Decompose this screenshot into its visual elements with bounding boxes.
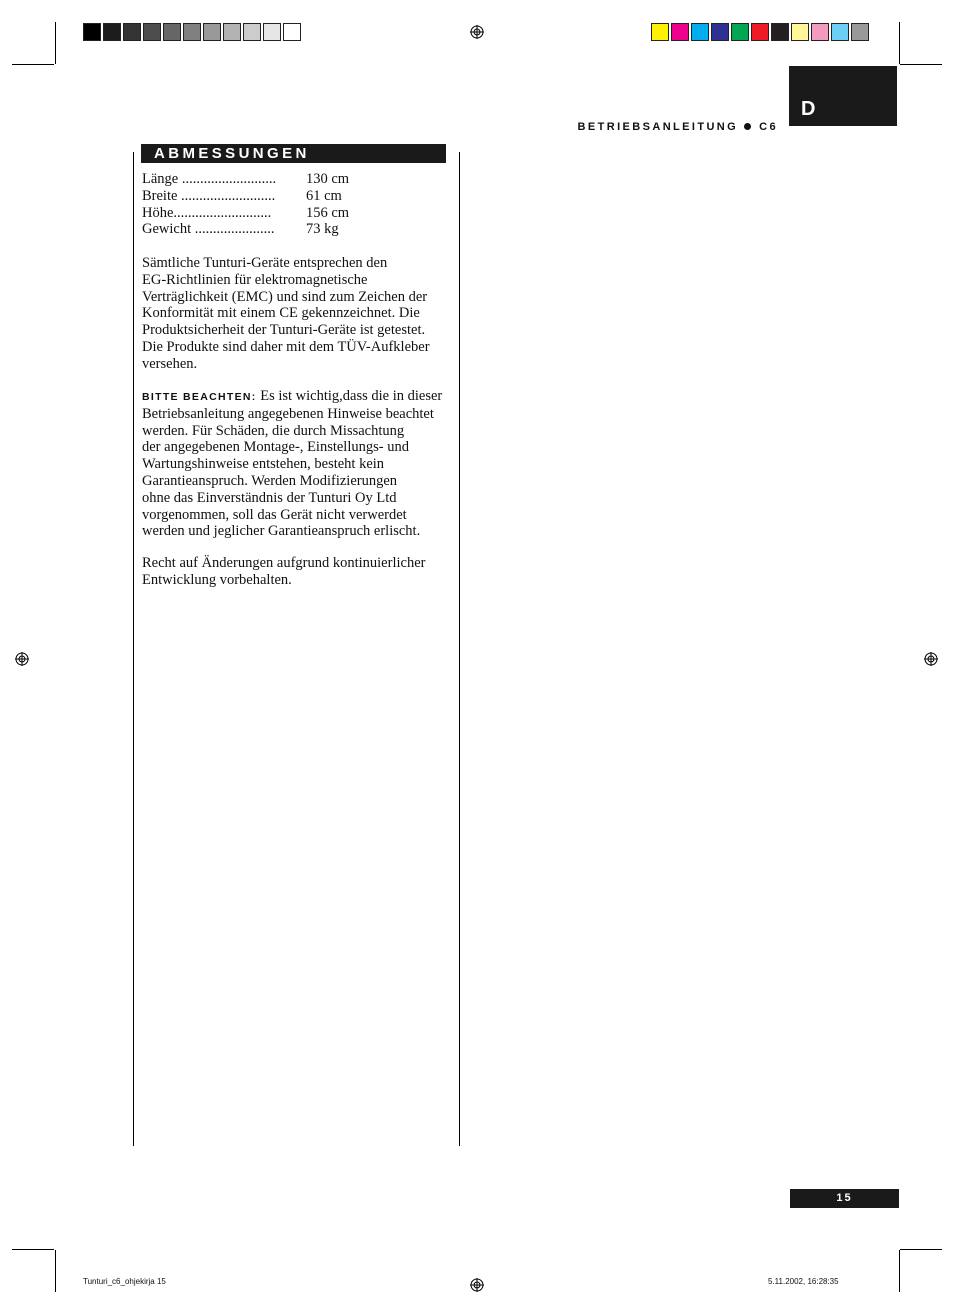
note-label: BITTE BEACHTEN:: [142, 391, 257, 403]
color-swatch: [771, 23, 789, 41]
dimensions-table: [142, 171, 442, 238]
text-line: Betriebsanleitung angegebenen Hinweise beachtet: [142, 405, 434, 422]
spec-label: Länge ..........................: [142, 171, 277, 187]
text-line: Entwicklung vorbehalten.: [142, 571, 292, 588]
crop-mark: [12, 1249, 54, 1250]
text-line: vorgenommen, soll das Gerät nicht verwerdet: [142, 506, 407, 523]
grayscale-color-bar: [83, 23, 303, 41]
text-line: versehen.: [142, 355, 198, 372]
color-swatch: [243, 23, 261, 41]
color-swatch: [203, 23, 221, 41]
crop-mark: [900, 64, 942, 65]
color-swatch: [791, 23, 809, 41]
color-swatch: [183, 23, 201, 41]
text-line: der angegebenen Montage-, Einstellungs- und: [142, 439, 409, 456]
spec-value: 130 cm: [306, 171, 350, 187]
registration-target-icon: [470, 1278, 484, 1292]
registration-target-icon: [470, 25, 484, 39]
spec-value: 156 cm: [306, 204, 350, 221]
color-swatch: [143, 23, 161, 41]
color-swatch: [851, 23, 869, 41]
crop-mark: [55, 22, 56, 64]
spec-label: Breite ..........................: [142, 187, 276, 204]
text-line: werden. Für Schäden, die durch Missachtung: [142, 422, 405, 439]
text-line: Verträglichkeit (EMC) und sind zum Zeichen der: [142, 288, 428, 305]
color-swatch: [263, 23, 281, 41]
table-row: [142, 221, 442, 238]
color-swatch: [283, 23, 301, 41]
text-line: EG-Richtlinien für elektromagnetische: [142, 271, 368, 288]
section-heading: ABMESSUNGEN: [141, 144, 446, 163]
color-swatch: [711, 23, 729, 41]
column-rule-left: [133, 152, 134, 1146]
text-line: Garantieanspruch. Werden Modifizierungen: [142, 472, 398, 489]
text-line: Wartungshinweise entstehen, besteht kein: [142, 456, 385, 473]
text-line: [142, 388, 452, 406]
process-color-bar: [651, 23, 871, 41]
color-swatch: [671, 23, 689, 41]
running-title: BETRIEBSANLEITUNG: [577, 121, 739, 133]
note-paragraph: [142, 388, 452, 540]
running-head: [578, 121, 778, 133]
text-line: Konformität mit einem CE gekennzeichnet. Die: [142, 305, 420, 322]
color-swatch: [123, 23, 141, 41]
page-number: 15: [790, 1189, 899, 1208]
text-line: Die Produkte sind daher mit dem TÜV-Aufkleber: [142, 338, 430, 355]
table-row: [142, 171, 442, 188]
column-rule-middle: [459, 152, 460, 1146]
language-tab-letter: D: [801, 98, 816, 120]
text-line: Recht auf Änderungen aufgrund kontinuierlicher: [142, 555, 426, 571]
spec-value: 61 cm: [306, 187, 342, 204]
text-line: ohne das Einverständnis der Tunturi Oy Ltd: [142, 489, 397, 506]
reservation-paragraph: [142, 555, 452, 589]
registration-target-icon: [15, 652, 29, 666]
spec-label: Höhe...........................: [142, 204, 272, 221]
language-tab: [789, 66, 897, 126]
color-swatch: [751, 23, 769, 41]
crop-mark: [12, 64, 54, 65]
color-swatch: [103, 23, 121, 41]
ce-conformity-paragraph: [142, 255, 452, 373]
bullet-icon: [744, 123, 751, 130]
note-first-line: Es ist wichtig,dass die in dieser: [260, 388, 443, 404]
color-swatch: [811, 23, 829, 41]
table-row: [142, 188, 442, 205]
color-swatch: [163, 23, 181, 41]
table-row: [142, 205, 442, 222]
crop-mark: [55, 1250, 56, 1292]
spec-label: Gewicht ......................: [142, 221, 275, 238]
crop-mark: [900, 1249, 942, 1250]
slug-left: Tunturi_c6_ohjekirja 15: [83, 1277, 166, 1286]
color-swatch: [83, 23, 101, 41]
color-swatch: [731, 23, 749, 41]
registration-target-icon: [924, 652, 938, 666]
slug-right: 5.11.2002, 16:28:35: [768, 1277, 839, 1286]
model-name: C6: [759, 121, 778, 133]
text-line: Produktsicherheit der Tunturi-Geräte ist getestet.: [142, 322, 426, 339]
color-swatch: [691, 23, 709, 41]
crop-mark: [899, 1250, 900, 1292]
text-line: Sämtliche Tunturi-Geräte entsprechen den: [142, 255, 388, 271]
spec-value: 73 kg: [306, 221, 339, 238]
color-swatch: [223, 23, 241, 41]
crop-mark: [899, 22, 900, 64]
text-line: werden und jeglicher Garantieanspruch erlischt.: [142, 523, 421, 540]
color-swatch: [831, 23, 849, 41]
color-swatch: [651, 23, 669, 41]
